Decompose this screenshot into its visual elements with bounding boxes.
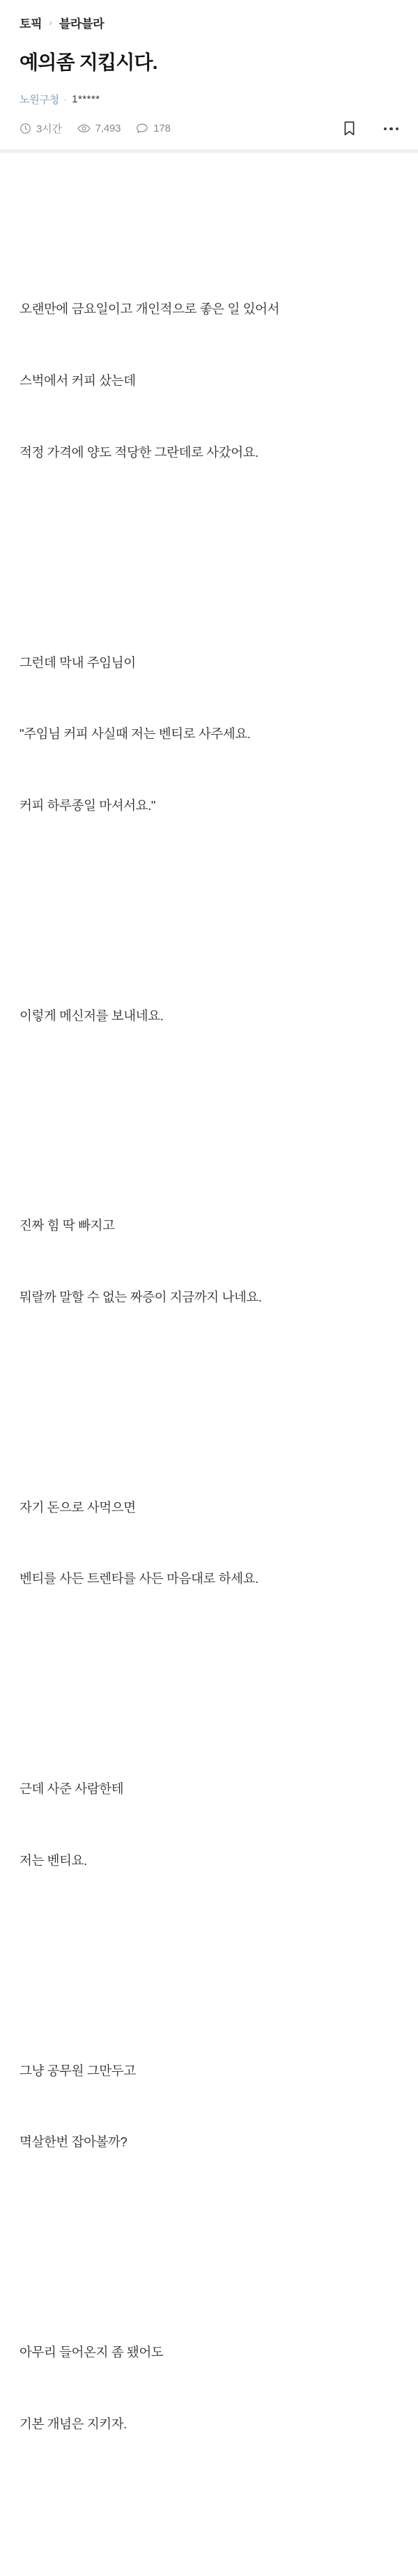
post-line: 진짜 힘 딱 빠지고: [20, 1218, 115, 1233]
post-line: 그냥 공무원 그만두고: [20, 2063, 136, 2078]
post-paragraph: [20, 1166, 398, 1357]
post-line: 멱살한번 잡아볼까?: [20, 2134, 127, 2150]
post-body: [0, 153, 418, 2576]
breadcrumb-root[interactable]: 토픽: [20, 17, 42, 31]
post-paragraph: [20, 2011, 398, 2202]
page-title: 예의좀 지킵시다.: [20, 52, 157, 73]
meta-time: [20, 121, 62, 136]
bookmark-icon[interactable]: [343, 120, 356, 136]
post-line: 아무리 들어온지 좀 됐어도: [20, 2344, 164, 2359]
post-line: 커피 하루종일 마셔서요.": [20, 797, 156, 813]
post-paragraph: [20, 1448, 398, 1639]
post-line: "주임님 커피 사실때 저는 벤티로 사주세요.: [20, 726, 251, 742]
author-row: [20, 92, 398, 107]
clock-icon: [20, 123, 31, 134]
post-paragraph: [20, 956, 398, 1075]
author-name[interactable]: 노원구청: [20, 94, 59, 107]
post-paragraph: [20, 2293, 398, 2484]
eye-icon: [77, 123, 91, 134]
post-line: 그런데 막내 주임님이: [20, 655, 136, 670]
post-line: 오랜만에 금요일이고 개인적으로 좋은 일 있어서: [20, 302, 280, 317]
meta-time-label: 3시간: [36, 123, 62, 136]
meta-views-count: 7,493: [95, 123, 121, 135]
post-line: 이렇게 메신저를 보내네요.: [20, 1008, 164, 1023]
meta-comments: [136, 123, 170, 134]
author-separator: ·: [63, 94, 68, 105]
post-paragraph: [20, 603, 398, 865]
post-line: 저는 벤티요.: [20, 1852, 87, 1868]
post-header: [0, 0, 418, 149]
meta-views: [77, 123, 121, 134]
post-paragraph: [20, 1730, 398, 1921]
post-line: 기본 개념은 지키자.: [20, 2416, 127, 2431]
post-line: 벤티를 사든 트렌타를 사든 마음대로 하세요.: [20, 1571, 258, 1586]
post-line: 적정 가격에 양도 적당한 그란데로 사갔어요.: [20, 444, 258, 460]
post-paragraph: [20, 250, 398, 512]
comment-icon: [136, 123, 148, 134]
more-dots: [384, 127, 399, 131]
post-line: 뭐랄까 말할 수 없는 짜증이 지금까지 나네요.: [20, 1290, 262, 1305]
chevron-right-icon: ›: [49, 17, 52, 28]
post-line: 스벅에서 커피 샀는데: [20, 373, 136, 389]
post-line: 자기 돈으로 사먹으면: [20, 1499, 136, 1515]
breadcrumb[interactable]: [20, 13, 398, 32]
meta-comments-count: 178: [153, 123, 171, 135]
more-options-icon[interactable]: [384, 127, 399, 131]
author-id: 1*****: [72, 93, 100, 106]
post-meta-row: [20, 120, 398, 149]
post-line: 근데 사준 사람한테: [20, 1781, 124, 1797]
breadcrumb-current[interactable]: 블라블라: [59, 17, 104, 31]
